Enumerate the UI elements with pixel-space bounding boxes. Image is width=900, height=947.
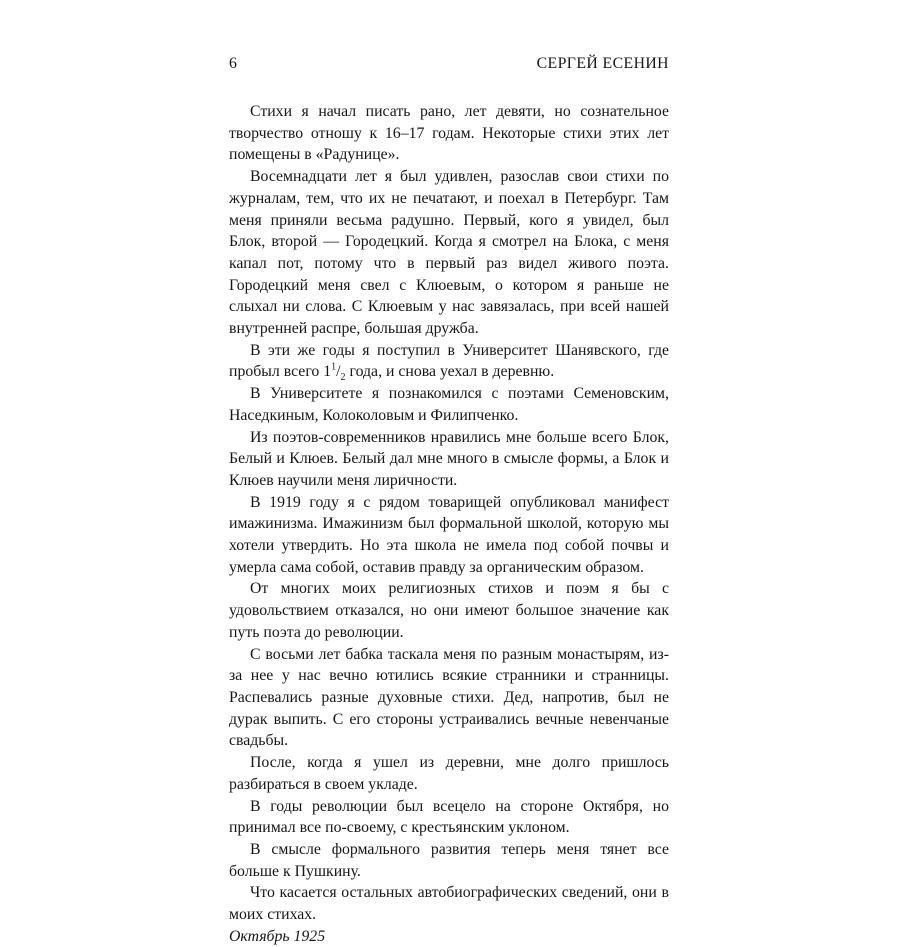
fraction-denominator: 2 bbox=[340, 372, 346, 384]
paragraph-university bbox=[229, 340, 669, 383]
paragraph-petersburg: Восемнадцати лет я был удивлен, разослав свои стихи по журналам, тем, что их не печатают, и поехал в Петербург. Там меня приняли весьма радушно. Первый, кого я увидел, был Блок, второй — Городецкий. Когда я смотрел на Блока, с меня капал пот, потому что в первый раз видел живого поэта. Городецкий меня свел с Клюевым, о котором я раньше не слыхал ни слова. С Клюевым у нас завязалась, при всей нашей внутренней распре, большая дружба. bbox=[229, 168, 669, 338]
date-line: Октябрь 1925 bbox=[229, 927, 326, 945]
fraction-whole: 1 bbox=[323, 363, 332, 381]
paragraph-poets-acquaintance: В Университете я познакомился с поэтами Семеновским, Наседкиным, Колоколовым и Филипченко. bbox=[229, 385, 669, 424]
paragraph-religious-poems: От многих моих религиозных стихов и поэм я бы с удовольствием отказался, но они имеют большое значение как путь поэта до революции. bbox=[229, 580, 669, 641]
fraction-slash: / bbox=[336, 363, 341, 381]
page-number: 6 bbox=[229, 55, 237, 72]
page-header bbox=[229, 49, 669, 79]
fraction-numerator: 1 bbox=[331, 362, 337, 374]
paragraph-university-before: В эти же годы я поступил в Университет Шанявского, где пробыл всего bbox=[229, 341, 669, 381]
running-head: СЕРГЕЙ ЕСЕНИН bbox=[536, 55, 669, 72]
body-text bbox=[229, 101, 669, 947]
paragraph-closing: Что касается остальных автобиографических сведений, они в моих стихах. bbox=[229, 884, 669, 924]
paragraph-contemporaries: Из поэтов-современников нравились мне больше всего Блок, Белый и Клюев. Белый дал мне много в смысле формы, а Блок и Клюев научили меня лиричности. bbox=[229, 428, 669, 489]
paragraph-pushkin: В смысле формального развития теперь меня тянет все больше к Пушкину. bbox=[229, 840, 669, 880]
paragraph-university-after: года, и снова уехал в деревню. bbox=[345, 363, 555, 381]
paragraph-imaginism: В 1919 году я с рядом товарищей опубликовал манифест имажинизма. Имажинизм был формальной школой, которую мы хотели утвердить. Но эта школа не имела под собой почвы и умерла сама собой, оставив правду за органическим образом. bbox=[229, 493, 669, 576]
paragraph-grandmother: С восьми лет бабка таскала меня по разным монастырям, из-за нее у нас вечно ютились всякие странники и странницы. Распевались разные духовные стихи. Дед, напротив, был не дурак выпить. С его стороны устраивались вечные невенчаные свадьбы. bbox=[229, 645, 669, 750]
paragraph-left-village: После, когда я ушел из деревни, мне долго пришлось разбираться в своем укладе. bbox=[229, 754, 669, 793]
paragraph-start-writing: Стихи я начал писать рано, лет девяти, но сознательное творчество отношу к 16–17 годам. Некоторые стихи этих лет помещены в «Радунице». bbox=[229, 103, 669, 164]
paragraph-revolution: В годы революции был всецело на стороне Октября, но принимал все по-своему, с крестьянским уклоном. bbox=[229, 797, 669, 837]
